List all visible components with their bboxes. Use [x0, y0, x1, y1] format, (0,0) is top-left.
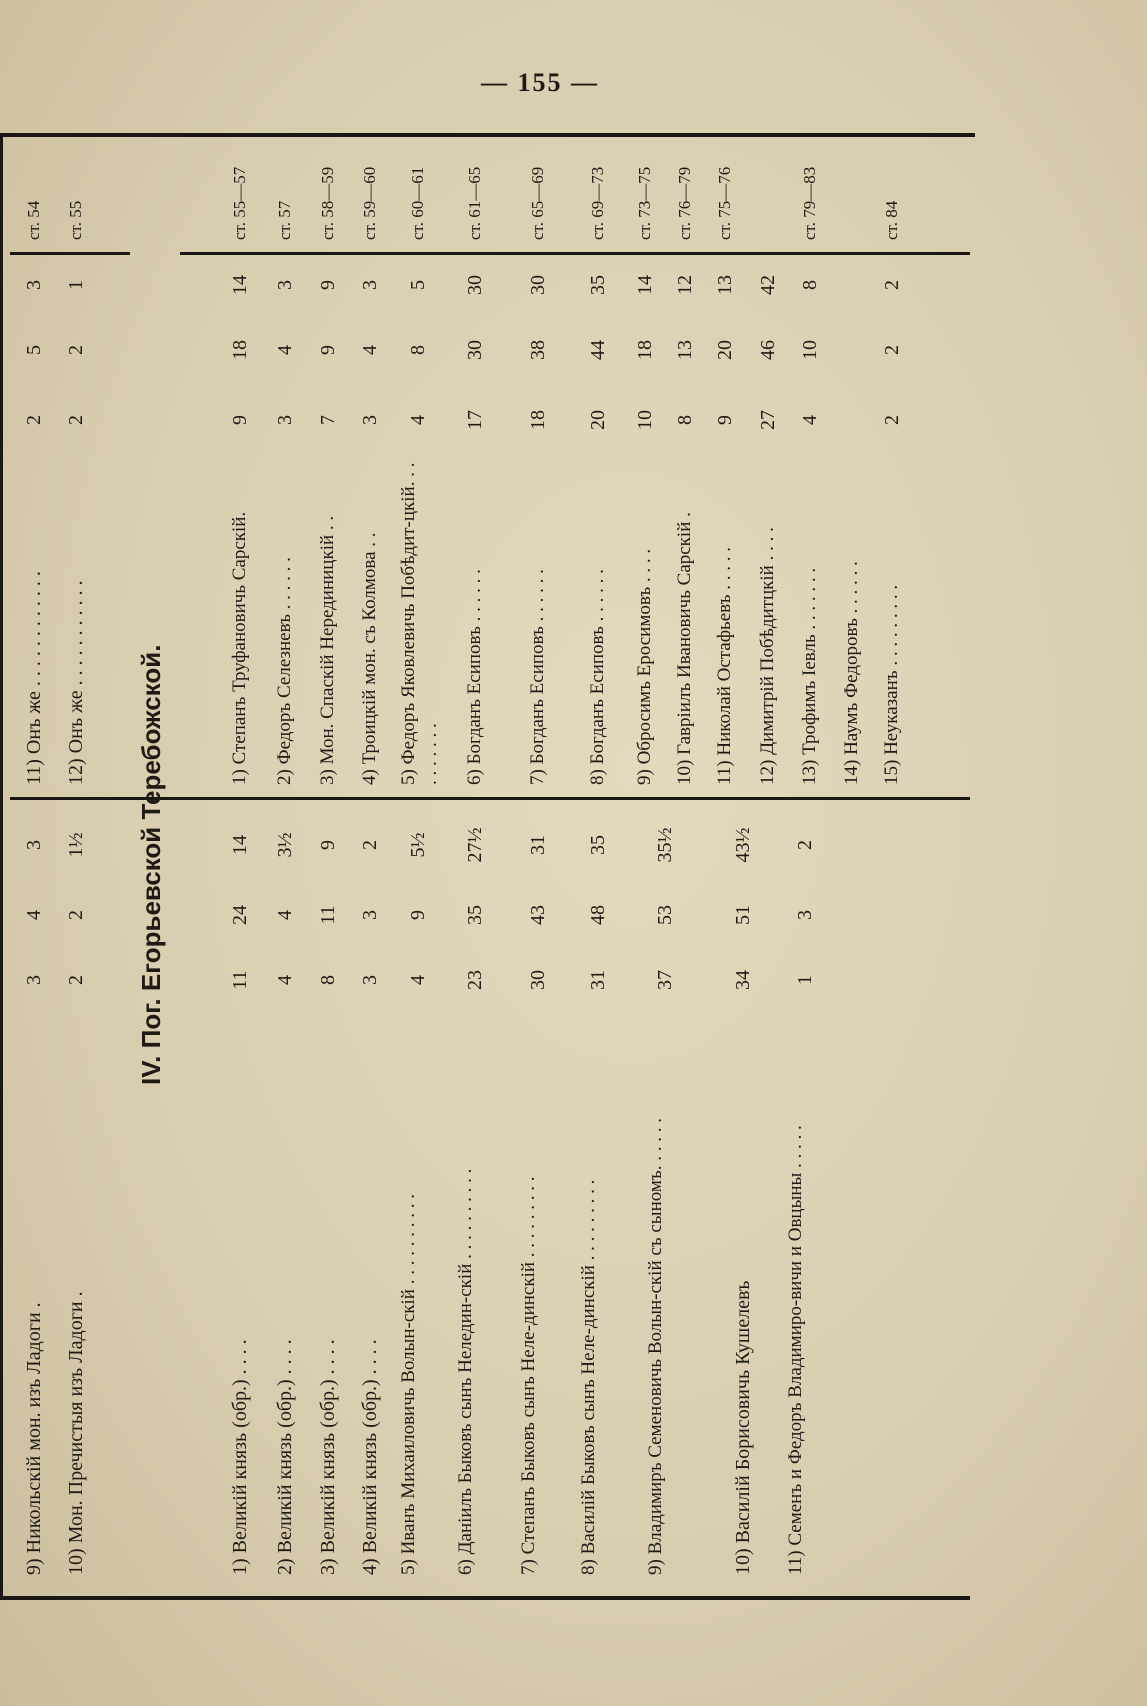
left-row-c: 2	[359, 840, 381, 850]
left-row-c: 31	[527, 835, 549, 855]
right-row-b: 10	[799, 340, 821, 360]
right-row-ref: ст. 79—83	[800, 166, 819, 240]
right-row-name: 4) Троицкій мон. съ Колмова . .	[359, 532, 380, 785]
right-row-name: 15) Неуказанъ . . . . . . . . .	[881, 584, 902, 785]
prev-left-name: 10) Мон. Пречистыя изъ Ладоги .	[65, 1291, 87, 1575]
rotated-table	[10, 145, 970, 1585]
left-row-name: 11) Семенъ и Федоръ Владимиро-вичи и Овцыны . . . . .	[785, 1125, 806, 1575]
right-row-a: 2	[881, 415, 903, 425]
center-divider-lower	[180, 797, 970, 800]
prev-left-b: 4	[23, 910, 45, 920]
left-row-b: 11	[317, 905, 339, 925]
right-row-a: 3	[359, 415, 381, 425]
right-row-name: 9) Обросимъ Еросимовъ . . . .	[634, 548, 655, 785]
right-row-ref: ст. 65—69	[528, 166, 547, 240]
right-row-name: 3) Мон. Спаскій Нерединицкій . .	[317, 515, 338, 785]
left-row-c: 35	[587, 835, 609, 855]
right-row-a: 9	[714, 415, 736, 425]
left-row-name: 6) Даніилъ Быковъ сынъ Нeледин-скій . . . . . . . . . .	[455, 1168, 476, 1575]
right-row-a: 4	[407, 415, 429, 425]
right-row-ref: ст. 84	[882, 200, 901, 240]
right-row-name: 1) Степанъ Труфановичь Сарскій.	[229, 511, 250, 785]
right-row-b: 46	[757, 340, 779, 360]
right-row-b: 18	[229, 340, 251, 360]
left-row-a: 4	[274, 975, 296, 985]
left-row-b: 48	[587, 905, 609, 925]
left-row-b: 4	[274, 910, 296, 920]
right-row-c: 30	[464, 275, 486, 295]
prev-right-ref: ст. 55	[66, 200, 85, 240]
prev-right-a: 2	[23, 415, 45, 425]
right-row-c: 3	[359, 280, 381, 290]
left-row-b: 35	[464, 905, 486, 925]
right-row-c: 3	[274, 280, 296, 290]
right-row-a	[832, 390, 872, 450]
prev-row	[14, 145, 54, 1585]
right-row-b: 13	[674, 340, 696, 360]
page-number: — 155 —	[481, 68, 599, 97]
prev-left-b: 2	[65, 910, 87, 920]
right-row-a: 7	[317, 415, 339, 425]
left-row-c: 5½	[407, 832, 429, 858]
prev-right-ref: ст. 54	[24, 200, 43, 240]
right-row-ref	[832, 145, 872, 240]
left-row-name: 2) Великій князь (обр.) . . . .	[274, 1339, 296, 1575]
left-row-name: 7) Степанъ Быковъ сынъ Неле-динскій . . . . . . . . .	[518, 1176, 539, 1575]
right-row-a: 4	[799, 415, 821, 425]
left-row-c: 43½	[732, 827, 754, 863]
left-row-a: 23	[464, 970, 486, 990]
right-row-c: 30	[527, 275, 549, 295]
left-row-c: 9	[317, 840, 339, 850]
right-row-a: 9	[229, 415, 251, 425]
right-row-b: 4	[359, 345, 381, 355]
prev-right-b: 2	[65, 345, 87, 355]
right-row-a: 18	[527, 410, 549, 430]
right-row-name: 12) Димитрій Побѣдитцкій . . . .	[757, 527, 778, 785]
right-row-ref: ст. 57	[275, 200, 294, 240]
right-row-c: 14	[229, 275, 251, 295]
left-row-a: 1	[794, 975, 816, 985]
left-row-a: 11	[229, 970, 251, 990]
right-row-name: 13) Трофимъ Iевль . . . . . . .	[799, 567, 820, 785]
right-row-a: 8	[674, 415, 696, 425]
right-row-ref: ст. 75—76	[715, 166, 734, 240]
right-row-a: 17	[464, 410, 486, 430]
bottom-rule	[0, 1596, 970, 1600]
left-row-name: 9) Владимиръ Семеновичь Волын-скій съ сыномъ. . . . . .	[645, 1118, 666, 1575]
right-row-name: 11) Николай Остафьевъ . . . . .	[714, 547, 735, 785]
prev-right-a: 2	[65, 415, 87, 425]
left-row-c: 35½	[654, 827, 676, 863]
right-row-c: 13	[714, 275, 736, 295]
right-row-ref: ст. 76—79	[675, 166, 694, 240]
prev-right-name: 11) Онъ же . . . . . . . . . . . .	[23, 571, 45, 785]
right-row-name: 6) Богданъ Есиповъ . . . . . .	[464, 569, 485, 785]
left-row-b: 9	[407, 910, 429, 920]
right-row-name: 2) Федоръ Селезневъ . . . . . .	[274, 557, 295, 785]
left-row-a: 3	[359, 975, 381, 985]
left-row-name: 4) Великій князь (обр.) . . . .	[359, 1339, 381, 1575]
right-row-name: 5) Федоръ Яковлевичь Побѣдит-цкій. . . . . . . . . .	[398, 462, 441, 785]
prev-right-c: 1	[65, 280, 87, 290]
left-row-a: 37	[654, 970, 676, 990]
left-row-c: 14	[229, 835, 251, 855]
right-row-ref	[748, 145, 788, 240]
left-row-c: 2	[794, 840, 816, 850]
right-row-b: 18	[634, 340, 656, 360]
right-row-c: 2	[881, 280, 903, 290]
right-row-ref: ст. 73—75	[635, 166, 654, 240]
right-row-name: 14) Наумъ Федоровъ . . . . . .	[841, 561, 862, 785]
right-row-b: 2	[881, 345, 903, 355]
right-row-ref: ст. 55—57	[230, 166, 249, 240]
right-row-name: 10) Гавріилъ Ивановичь Сарскій .	[674, 512, 695, 785]
right-row-name: 8) Богданъ Есиповъ . . . . . .	[587, 569, 608, 785]
left-row-name: 3) Великій князь (обр.) . . . .	[317, 1339, 339, 1575]
left-row-c: 3½	[274, 832, 296, 858]
right-row-ref: ст. 58—59	[318, 166, 337, 240]
right-row-b: 9	[317, 345, 339, 355]
right-row-a: 27	[757, 410, 779, 430]
left-row-a: 31	[587, 970, 609, 990]
left-row-a: 8	[317, 975, 339, 985]
left-row-b: 43	[527, 905, 549, 925]
right-row-ref: ст. 59—60	[360, 166, 379, 240]
right-row-c: 9	[317, 280, 339, 290]
left-row-b: 24	[229, 905, 251, 925]
prev-left-name: 9) Никольскій мон. изъ Ладоги .	[23, 1302, 45, 1575]
left-row-b: 51	[732, 905, 754, 925]
left-row-a: 4	[407, 975, 429, 985]
right-row-c: 8	[799, 280, 821, 290]
right-row-b: 38	[527, 340, 549, 360]
right-row-c: 42	[757, 275, 779, 295]
left-row-b: 3	[794, 910, 816, 920]
prev-right-c: 3	[23, 280, 45, 290]
left-row-c: 27½	[464, 827, 486, 863]
right-row-c: 14	[634, 275, 656, 295]
right-row-a: 20	[587, 410, 609, 430]
right-row-a: 10	[634, 410, 656, 430]
right-row-b: 4	[274, 345, 296, 355]
right-row-b: 20	[714, 340, 736, 360]
right-row-c: 12	[674, 275, 696, 295]
prev-left-c: 1½	[65, 832, 87, 858]
left-row-b: 53	[654, 905, 676, 925]
section-title: IV. Пог. Егорьевской Теребожской.	[136, 644, 166, 1085]
left-row-name: 1) Великій князь (обр.) . . . .	[229, 1339, 251, 1575]
prev-row	[56, 145, 96, 1585]
prev-left-a: 2	[65, 975, 87, 985]
right-row-c: 5	[407, 280, 429, 290]
right-row-c	[832, 255, 872, 315]
prev-right-name: 12) Онъ же . . . . . . . . . . .	[65, 580, 87, 785]
left-row-b: 3	[359, 910, 381, 920]
right-row-ref: ст. 60—61	[408, 166, 427, 240]
left-row-name: 8) Василій Быковъ сынъ Неле-динскій . . . . . . . . .	[578, 1179, 599, 1575]
left-rule	[0, 133, 3, 1600]
right-row-name: 7) Богданъ Есиповъ . . . . . .	[527, 569, 548, 785]
prev-left-c: 3	[23, 840, 45, 850]
prev-right-b: 5	[23, 345, 45, 355]
right-row-b: 44	[587, 340, 609, 360]
left-row-a: 34	[732, 970, 754, 990]
right-row-b	[832, 320, 872, 380]
right-row-a: 3	[274, 415, 296, 425]
left-row-name: 5) Иванъ Михаиловичь Волын-скій . . . . . . . . . .	[398, 1194, 419, 1575]
prev-left-a: 3	[23, 975, 45, 985]
top-rule	[0, 133, 975, 137]
left-row-a: 30	[527, 970, 549, 990]
right-row-b: 8	[407, 345, 429, 355]
right-row-ref: ст. 69—73	[588, 166, 607, 240]
left-row-name: 10) Василій Борисовичь Кушелевъ	[732, 1280, 754, 1575]
right-row-ref: ст. 61—65	[465, 166, 484, 240]
right-row-c: 35	[587, 275, 609, 295]
right-row-b: 30	[464, 340, 486, 360]
